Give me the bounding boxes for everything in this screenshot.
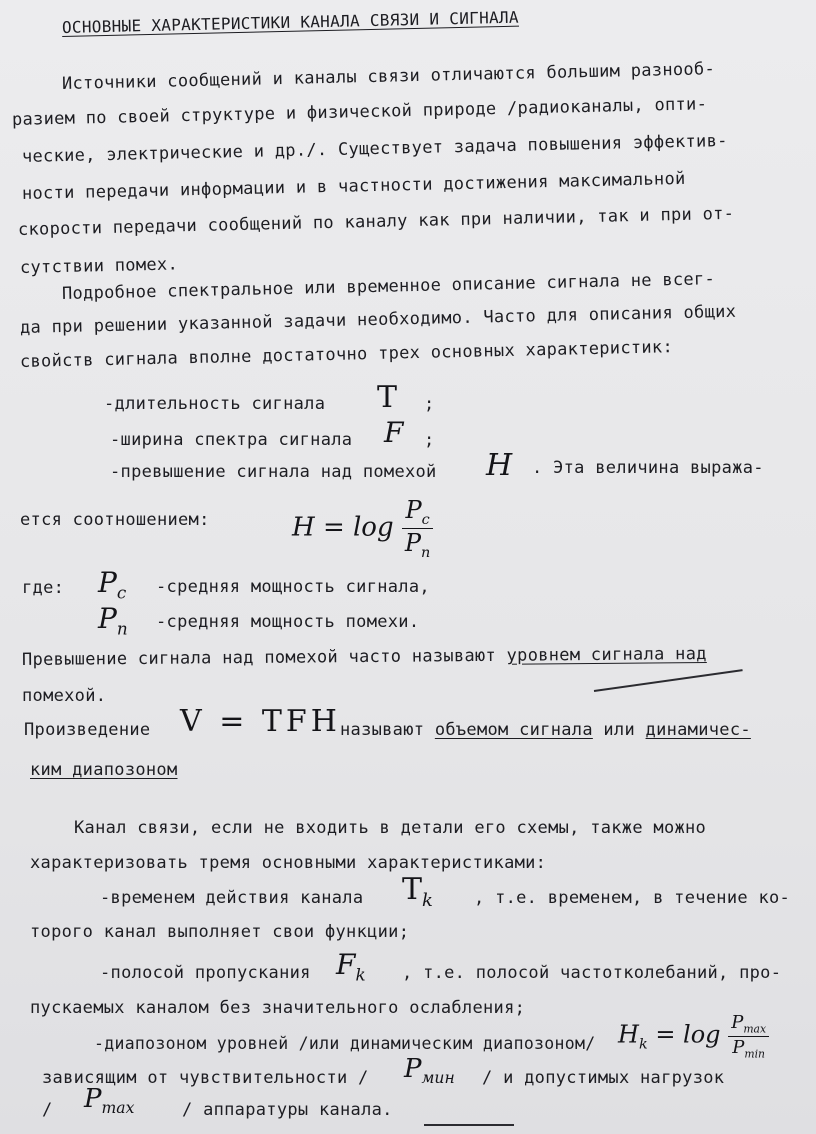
paragraph-line: ется соотношением:: [20, 510, 210, 530]
list-item-tail: , т.е. полосой частотколебаний, про-: [402, 963, 782, 983]
fraction-num: P: [405, 496, 422, 524]
symbol-T: T: [377, 380, 398, 415]
list-item-duration: -длительность сигнала: [104, 394, 326, 414]
fraction-den-sub: п: [421, 544, 431, 561]
symbol-Fk: $F_k$: [336, 948, 366, 985]
paragraph-line: Канал связи, если не входить в детали его схемы, также можно: [74, 818, 707, 838]
fraction-den: P: [404, 528, 422, 557]
paragraph-line: ческие, электрические и др./. Существует задача повышения эффектив-: [21, 130, 728, 167]
volume-prefix: Произведение: [24, 720, 151, 740]
paragraph-line: пускаемых каналом без значительного ослабления;: [30, 998, 526, 1018]
paragraph-line: Подробное спектральное или временное описание сигнала не всег-: [61, 269, 716, 304]
symbol-Pmax: $P_{max}$: [84, 1084, 135, 1118]
fraction: [402, 496, 433, 561]
page-title: ОСНОВНЫЕ ХАРАКТЕРИСТИКИ КАНАЛА СВЯЗИ И СИГНАЛА: [61, 7, 520, 37]
formula-Hk: $H_k = \log$ $\frac{P_{max}}{P_{min}}$: [618, 1012, 769, 1060]
formula-lhs: H = log: [292, 512, 394, 543]
term-dynamic: динамичес-: [645, 720, 751, 740]
symbol-F: F: [384, 416, 404, 449]
fraction-num-sub: c: [421, 511, 430, 528]
paragraph-line: / аппаратуры канала.: [182, 1100, 393, 1120]
list-item-bandwidth: -ширина спектра сигнала: [110, 430, 353, 450]
pen-stroke: [424, 1124, 514, 1126]
paragraph-line: ности передачи информации и в частности достижения максимальной: [21, 168, 686, 204]
paragraph-line: / и допустимых нагрузок: [482, 1068, 725, 1088]
symbol-Pn: $P_п$: [98, 602, 128, 639]
list-item-tail: . Эта величина выража-: [532, 458, 764, 478]
list-item-channel-band: -полосой пропускания: [100, 963, 311, 983]
list-item-channel-range: -диапозоном уровней /или динамическим диапозоном/: [94, 1034, 596, 1053]
where-pn-text: -средняя мощность помехи.: [156, 612, 420, 632]
symbol-Tk: $T_k$: [402, 872, 433, 911]
formula-H: [292, 496, 433, 561]
fraction: $\frac{P_{max}}{P_{min}}$: [728, 1012, 769, 1060]
term-signal-volume: объемом сигнала: [434, 720, 593, 740]
list-item-excess: -превышение сигнала над помехой: [110, 462, 437, 482]
paragraph-line: Превышение сигнала над помехой часто называют уровнем сигнала над: [21, 644, 707, 670]
where-label: где:: [22, 578, 65, 598]
paragraph-line: сутствии помех.: [19, 254, 179, 278]
symbol-H: H: [486, 448, 513, 483]
paragraph-line: /: [42, 1100, 53, 1120]
list-item-end: ;: [424, 430, 435, 450]
paragraph-line: да при решении указанной задачи необходимо. Часто для описания общих: [19, 301, 737, 338]
paragraph-line: характеризовать тремя основными характеристиками:: [30, 853, 547, 873]
paragraph-line: торого канал выполняет свои функции;: [30, 922, 410, 942]
paragraph-line: разием по своей структуре и физической природе /радиоканалы, опти-: [11, 94, 708, 130]
paragraph-line: скорости передачи сообщений по каналу как при наличии, так и при от-: [17, 203, 735, 240]
term-signal-level: уровнем сигнала над: [506, 644, 707, 666]
list-item-tail: , т.е. временем, в течение ко-: [474, 888, 791, 908]
paragraph-line: Источники сообщений и каналы связи отличаются большим разнооб-: [61, 59, 716, 94]
pen-stroke: [594, 669, 743, 692]
formula-volume: V = TFH: [180, 704, 341, 739]
paragraph-line: свойств сигнала вполне достаточно трех основных характеристик:: [19, 337, 674, 372]
symbol-Pc: $P_c$: [98, 566, 127, 603]
list-item-end: ;: [424, 394, 435, 414]
where-pc-text: -средняя мощность сигнала,: [156, 577, 430, 597]
paragraph-line: помехой.: [22, 686, 107, 706]
term-dynamic-range: ким диапозоном: [30, 760, 178, 780]
paragraph-line: называют объемом сигнала или динамичес-: [340, 720, 751, 740]
list-item-channel-time: -временем действия канала: [100, 888, 364, 908]
symbol-Pmin: $P_{мин}$: [404, 1054, 455, 1088]
paragraph-line: зависящим от чувствительности /: [42, 1068, 369, 1088]
